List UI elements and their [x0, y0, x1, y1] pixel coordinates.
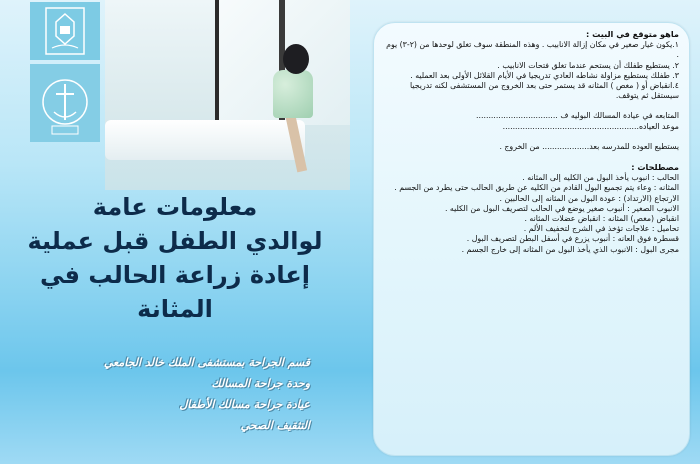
expectations-heading: ماهو متوقع في البيت : [585, 29, 679, 39]
term-item: الارتجاع (الارتداد) : عودة البول من المثانه إلى الحالبين . [499, 193, 679, 203]
university-logo-icon [30, 2, 100, 60]
expectation-item: ٤.انقباض أو ( مغص ) المثانه قد يستمر حتى بعد الخروج من المستشفى لكنه تدريجيا سيستقل ثم يتوقف. [410, 81, 679, 101]
department-line: وحدة جراحة المسالك [211, 377, 310, 390]
cover-photo [105, 0, 350, 190]
term-item: قسطرة فوق العانه : أنبوب يزرع في أسفل البطن لتصريف البول . [466, 234, 679, 244]
term-item: مجرى البول : الانبوب الذي يأخذ البول من المثانه إلى خارج الجسم . [461, 244, 679, 254]
cover-title-line-2: لوالدي الطفل قبل عملية [27, 227, 323, 255]
term-item: تحاميل : علاجات تؤخذ في الشرج لتخفيف الألم . [523, 224, 679, 234]
cover-title-line-1: معلومات عامة [92, 193, 258, 221]
cover-title-line-3: إعادة زراعة الحالب في المثانة [40, 261, 310, 323]
term-item: الحالب : انبوب يأخذ البول من الكليه إلى المثانه . [522, 173, 679, 183]
hospital-logo-icon [30, 64, 100, 142]
cover-title [20, 190, 330, 326]
appointment-line: موعد العياده....................................................... [502, 121, 679, 131]
term-item: المثانه : وعاء يتم تجميع البول القادم من الكليه عن طريق الحالب حتى يطرد من الجسم . [394, 183, 679, 193]
info-card-text [384, 29, 679, 255]
department-line: عيادة جراحة مسالك الأطفال [179, 398, 310, 411]
department-line: قسم الجراحة بمستشفى الملك خالد الجامعي [103, 356, 310, 369]
expectation-item: ١.يكون غيار صغير في مكان إزالة الانابيب . وهذه المنطقة سوف تغلق لوحدها من (٢-٣) يوم . [386, 40, 679, 60]
expectation-item: ٣. طفلك يستطيع مزاولة نشاطه العادي تدريجيا في الأيام القلائل الأولى بعد العمليه . [410, 70, 679, 80]
term-item: الانبوب الصغير : أنبوب صغير يوضع في الحالب لتصريف البول من الكليه . [444, 203, 679, 213]
school-return-line: يستطيع العوده للمدرسه بعد................... من الخروج . [499, 141, 679, 151]
followup-clinic: المتابعه في عيادة المسالك البوليه ف ................................. [476, 111, 679, 121]
term-item: انقباض (مغص) المثانه : انقباض عضلات المثانه . [524, 214, 679, 224]
department-info [30, 352, 330, 436]
expectation-item: ٢. يستطيع طفلك أن يستحم عندما تغلق فتحات الانابيب . [497, 60, 679, 70]
terms-heading: مصطلحات : [631, 162, 679, 173]
info-card [373, 22, 690, 456]
department-line: التثقيف الصحي [240, 419, 310, 432]
